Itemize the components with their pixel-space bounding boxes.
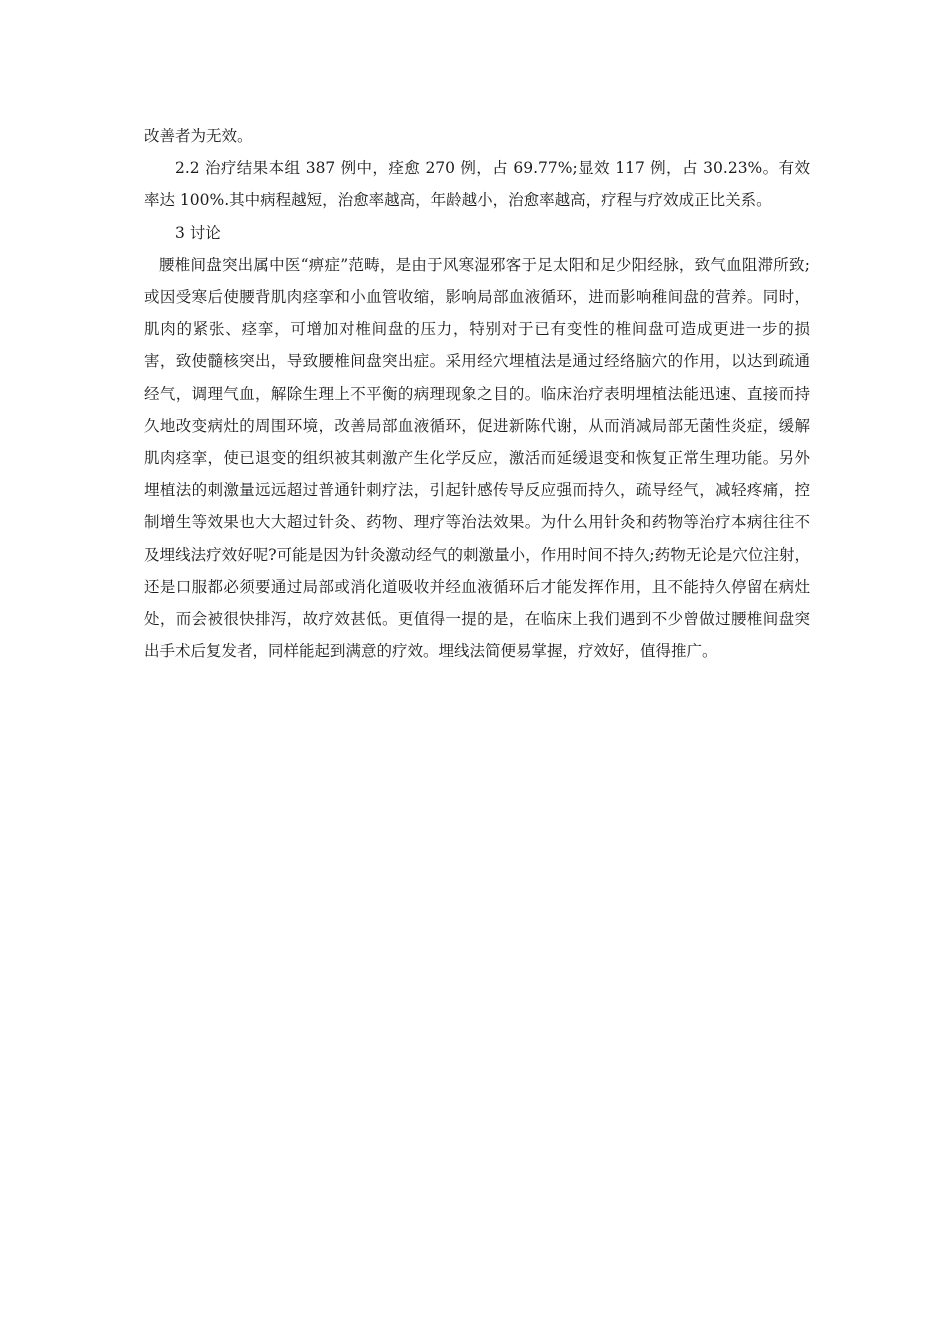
- section-heading-discussion: 3 讨论: [175, 223, 221, 242]
- paragraph-treatment-results: 2.2 治疗结果本组 387 例中，痊愈 270 例，占 69.77%;显效 117 例，占 30.23%。有效率达 100%.其中病程越短，治愈率越高，年龄越小，治愈率越高，疗程与疗效成正比关系。: [144, 159, 810, 210]
- paragraph-discussion: 腰椎间盘突出属中医“痹症”范畴，是由于风寒湿邪客于足太阳和足少阳经脉，致气血阻滞所致;或因受寒后使腰背肌肉痉挛和小血管收缩，影响局部血液循环，进而影响稚间盘的营养。同时，肌肉的紧张、痉挛，可增加对椎间盘的压力，特别对于已有变性的椎间盘可造成更进一步的损害，致使髓核突出，导致腰椎间盘突出症。采用经穴埋植法是通过经络脑穴的作用，以达到疏通经气，调理气血，解除生理上不平衡的病理现象之目的。临床治疗表明埋植法能迅速、直接而持久地改变病灶的周围环境，改善局部血液循环，促进新陈代谢，从而消减局部无菌性炎症，缓解肌肉痉挛，使已退变的组织被其刺激产生化学反应，激活而延缓退变和恢复正常生理功能。另外埋植法的刺激量远远超过普通针刺疗法，引起针感传导反应强而持久，疏导经气，减轻疼痛，控制增生等效果也大大超过针灸、药物、理疗等治法效果。为什么用针灸和药物等治疗本病往往不及埋线法疗效好呢?可能是因为针灸激动经气的刺激量小，作用时间不持久;药物无论是穴位注射，还是口服都必须要通过局部或消化道吸收并经血液循环后才能发挥作用，且不能持久停留在病灶处，而会被很快排泻，故疗效甚低。更值得一提的是，在临床上我们遇到不少曾做过腰椎间盘突出手术后复发者，同样能起到满意的疗效。埋线法简便易掌握，疗效好，值得推广。: [144, 255, 810, 661]
- body-text: [144, 120, 810, 667]
- paragraph-ineffective-definition: 改善者为无效。: [144, 127, 253, 145]
